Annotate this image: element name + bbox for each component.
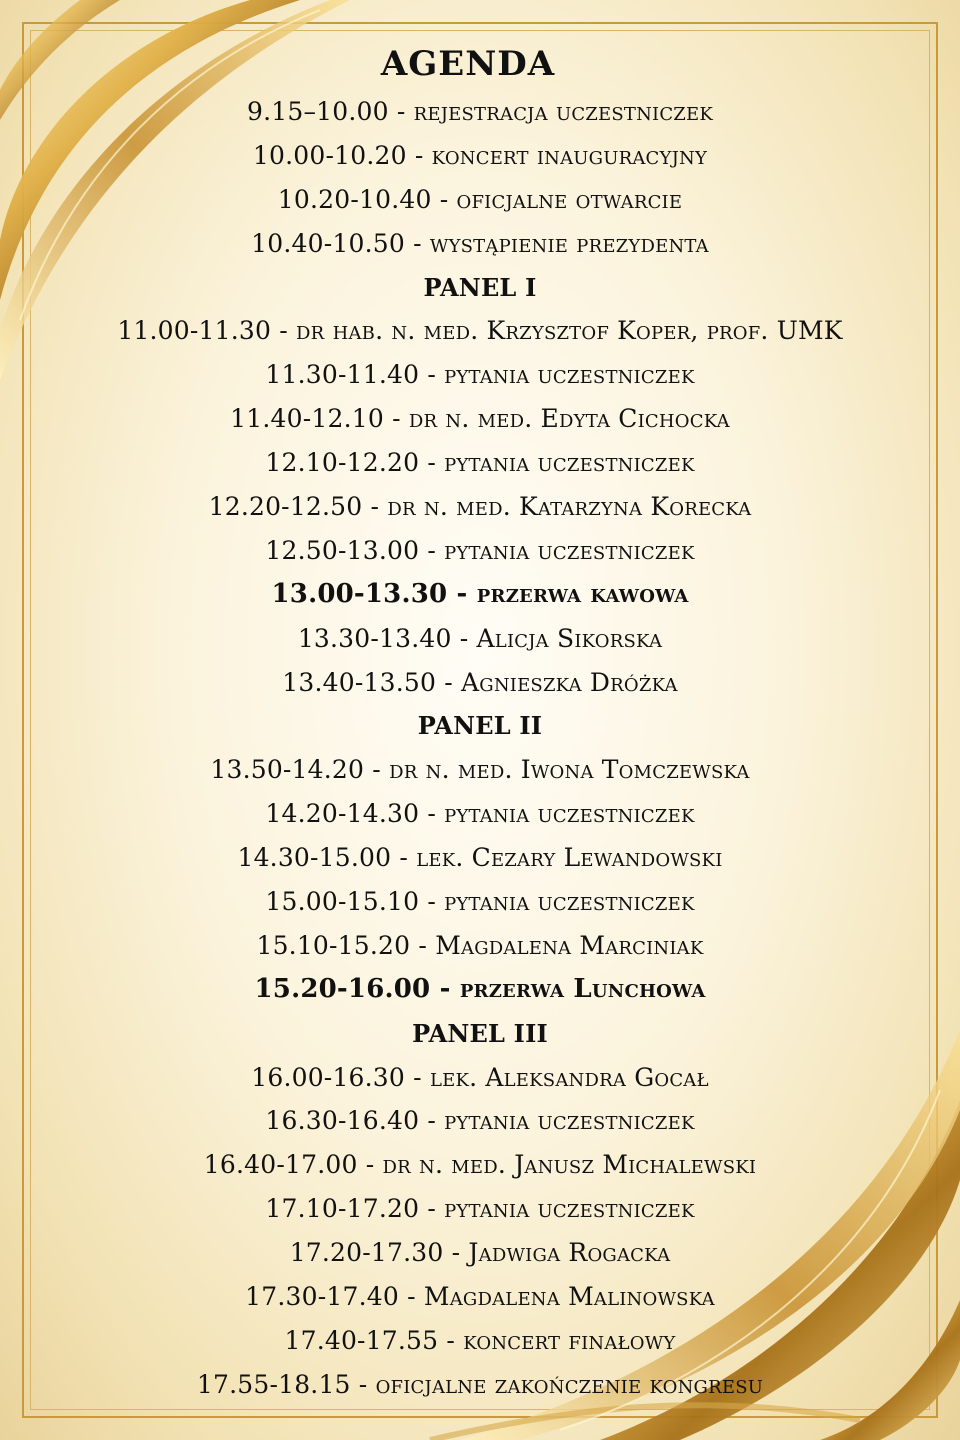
break-item: 13.00-13.30 - przerwa kawowa — [271, 578, 689, 609]
agenda-title: AGENDA — [380, 44, 556, 84]
agenda-item: 10.40-10.50 - wystąpienie prezydenta — [251, 228, 709, 258]
agenda-item: 14.20-14.30 - pytania uczestniczek — [265, 799, 695, 829]
agenda-item: 17.20-17.30 - Jadwiga Rogacka — [289, 1238, 671, 1268]
panel-heading: PANEL II — [417, 711, 543, 741]
agenda-list — [0, 38, 960, 1407]
agenda-item: 10.00-10.20 - koncert inauguracyjny — [252, 140, 708, 170]
agenda-item: 17.30-17.40 - Magdalena Malinowska — [245, 1282, 715, 1312]
agenda-item: 17.10-17.20 - pytania uczestniczek — [265, 1194, 695, 1224]
agenda-item: 12.50-13.00 - pytania uczestniczek — [265, 535, 695, 565]
panel-heading: PANEL III — [412, 1018, 548, 1048]
agenda-item: 13.50-14.20 - dr n. med. Iwona Tomczewska — [210, 755, 750, 785]
agenda-item: 13.40-13.50 - Agnieszka Dróżka — [282, 667, 678, 697]
agenda-item: 16.30-16.40 - pytania uczestniczek — [265, 1106, 695, 1136]
agenda-item: 17.55-18.15 - oficjalne zakończenie kongresu — [196, 1369, 764, 1399]
agenda-item: 11.40-12.10 - dr n. med. Edyta Cichocka — [230, 404, 730, 434]
agenda-item: 14.30-15.00 - lek. Cezary Lewandowski — [237, 843, 723, 873]
agenda-item: 15.00-15.10 - pytania uczestniczek — [265, 887, 695, 917]
agenda-item: 16.40-17.00 - dr n. med. Janusz Michalewski — [203, 1150, 757, 1180]
agenda-item: 10.20-10.40 - oficjalne otwarcie — [277, 184, 683, 214]
agenda-item: 15.10-15.20 - Magdalena Marciniak — [256, 930, 704, 960]
agenda-item: 9.15–10.00 - rejestracja uczestniczek — [247, 97, 713, 126]
break-item: 15.20-16.00 - przerwa Lunchowa — [254, 973, 706, 1004]
agenda-item: 16.00-16.30 - lek. Aleksandra Gocał — [251, 1062, 709, 1092]
agenda-item: 12.20-12.50 - dr n. med. Katarzyna Korecka — [208, 492, 752, 522]
panel-heading: PANEL I — [423, 272, 537, 302]
agenda-rows — [0, 90, 960, 1407]
agenda-item: 13.30-13.40 - Alicja Sikorska — [297, 623, 663, 653]
agenda-item: 11.00-11.30 - dr hab. n. med. Krzysztof Koper, prof. UMK — [117, 316, 843, 346]
agenda-item: 17.40-17.55 - koncert finałowy — [284, 1325, 676, 1355]
agenda-item: 11.30-11.40 - pytania uczestniczek — [265, 360, 695, 390]
agenda-item: 12.10-12.20 - pytania uczestniczek — [265, 448, 695, 478]
